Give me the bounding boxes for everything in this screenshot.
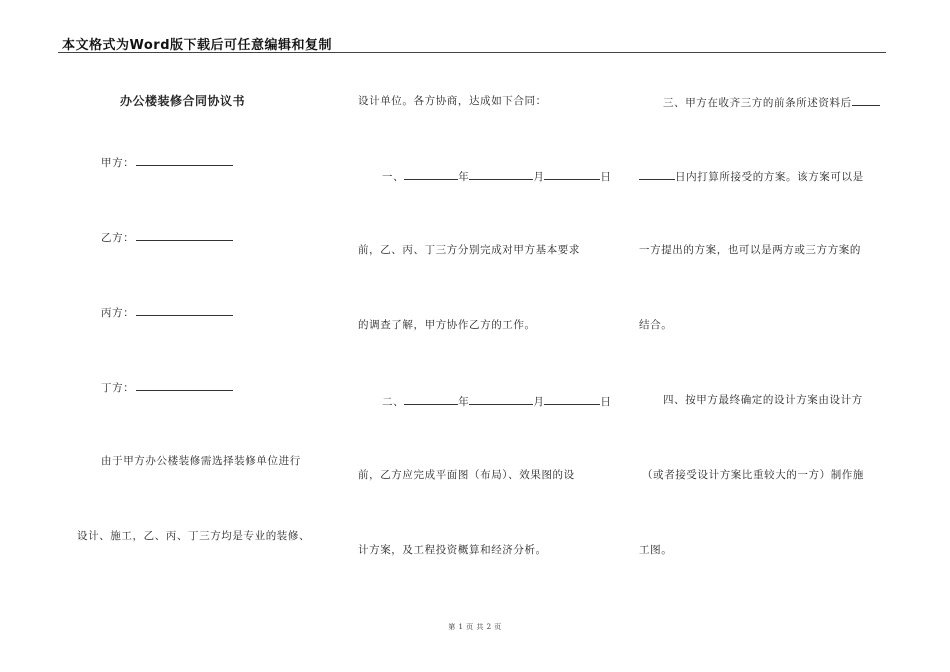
party-yi-line xyxy=(101,229,233,245)
document-title: 办公楼装修合同协议书 xyxy=(120,94,246,108)
item3-line3: 一方提出的方案，也可以是两方或三方方案的 xyxy=(639,244,861,256)
party-jia-blank xyxy=(136,154,233,166)
item4-line3: 工图。 xyxy=(639,544,673,556)
party-yi-blank xyxy=(136,229,233,241)
item3-days-blank-start xyxy=(639,168,675,180)
item2-month-label: 月 xyxy=(533,396,545,408)
item1-line3: 的调查了解，甲方协作乙方的工作。 xyxy=(358,319,536,331)
item3-line2-wrap xyxy=(639,168,864,184)
party-bing-line xyxy=(101,304,233,320)
item2-prefix: 二、 xyxy=(382,396,405,408)
item2-line2: 前，乙方应完成平面图（布局）、效果图的设 xyxy=(358,469,575,481)
item3-days-blank-end xyxy=(852,94,880,106)
item3-line4: 结合。 xyxy=(639,319,673,331)
item3-line1: 三、甲方在收齐三方的前条所述资料后 xyxy=(663,97,852,109)
item3-line1-wrap xyxy=(663,94,880,110)
item1-month-label: 月 xyxy=(533,171,545,183)
page-number: 第 1 页 共 2 页 xyxy=(448,623,502,631)
item1-year-blank xyxy=(404,168,458,180)
item1-year-label: 年 xyxy=(458,171,470,183)
item1-day-blank xyxy=(544,168,600,180)
party-ding-line xyxy=(101,379,233,395)
item4-line2: （或者接受设计方案比重较大的一方）制作施 xyxy=(642,469,864,481)
party-jia-line xyxy=(101,154,233,170)
party-ding-blank xyxy=(136,379,233,391)
item2-day-blank xyxy=(544,393,600,405)
col2-intro-line: 设计单位。各方协商，达成如下合同： xyxy=(358,95,547,107)
item2-date-line xyxy=(382,393,612,409)
header-divider xyxy=(58,52,886,53)
item2-year-label: 年 xyxy=(458,396,470,408)
party-jia-label: 甲方： xyxy=(101,157,135,169)
item1-line2: 前，乙、丙、丁三方分别完成对甲方基本要求 xyxy=(358,244,580,256)
page-header: 本文格式为Word版下载后可任意编辑和复制 xyxy=(62,38,333,53)
item3-line2: 日内打算所接受的方案。该方案可以是 xyxy=(675,171,864,183)
item2-day-label: 日 xyxy=(600,396,612,408)
item1-prefix: 一、 xyxy=(382,171,405,183)
item1-month-blank xyxy=(469,168,533,180)
item4-line1: 四、按甲方最终确定的设计方案由设计方 xyxy=(663,394,863,406)
party-yi-label: 乙方： xyxy=(101,232,135,244)
party-bing-blank xyxy=(136,304,233,316)
item1-day-label: 日 xyxy=(600,171,612,183)
item1-date-line xyxy=(382,168,612,184)
item2-line3: 计方案，及工程投资概算和经济分析。 xyxy=(358,544,547,556)
col1-para-line1: 由于甲方办公楼装修需选择装修单位进行 xyxy=(101,455,301,467)
party-bing-label: 丙方： xyxy=(101,307,135,319)
party-ding-label: 丁方： xyxy=(101,382,135,394)
col1-para-line2: 设计、施工，乙、丙、丁三方均是专业的装修、 xyxy=(77,530,311,542)
item2-year-blank xyxy=(404,393,458,405)
item2-month-blank xyxy=(469,393,533,405)
